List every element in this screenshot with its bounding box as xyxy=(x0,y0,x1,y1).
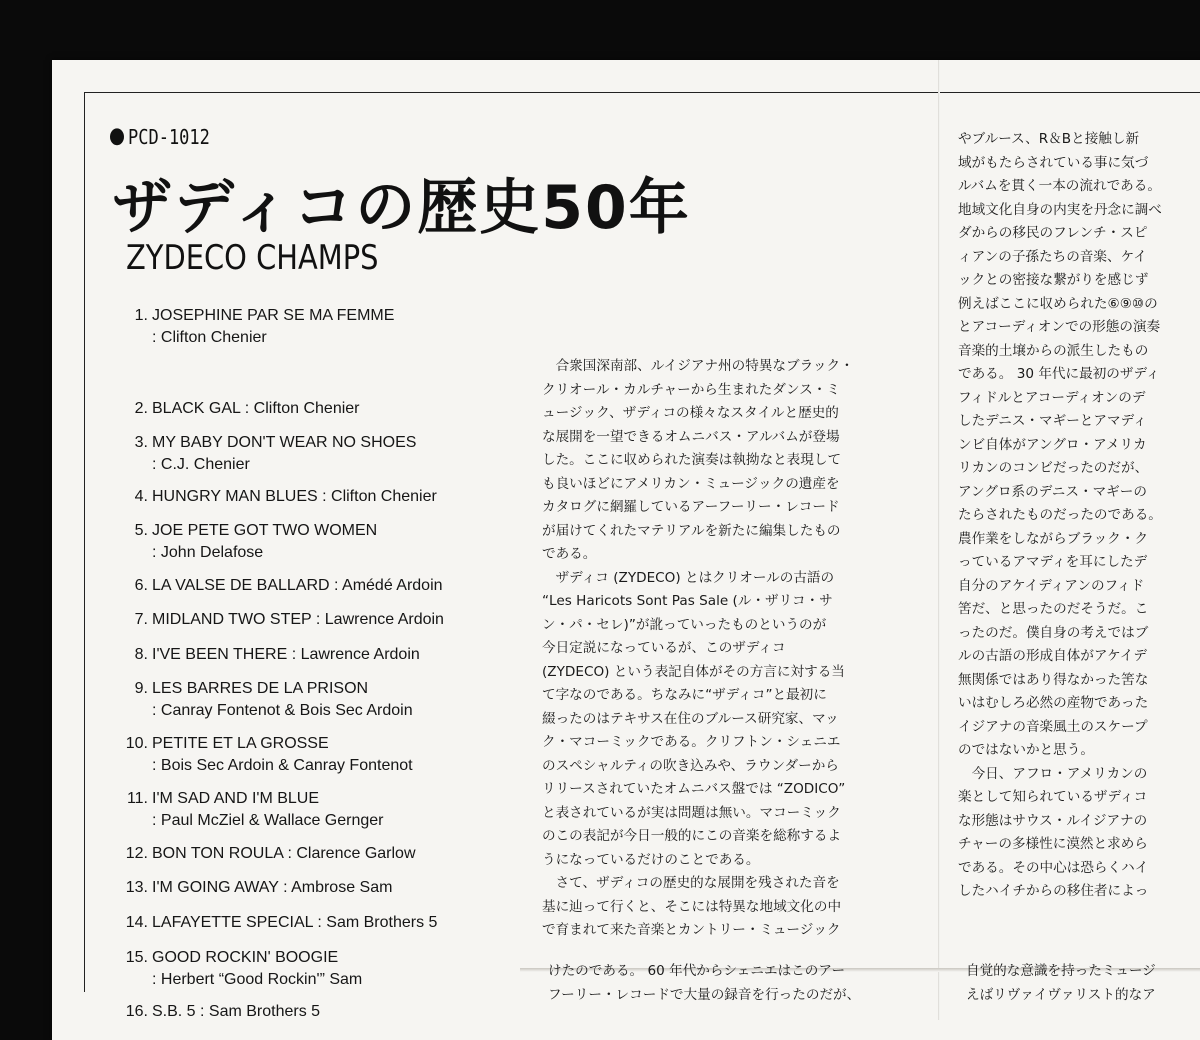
track-artist: : Paul McZiel & Wallace Gernger xyxy=(152,812,384,829)
track-title: I'VE BEEN THERE : Lawrence Ardoin xyxy=(152,646,420,663)
liner-essay-column-1-continued: けたのである。 60 年代からシェニエはこのアー フーリー・レコードで大量の録音を行ったのだが、 xyxy=(548,963,861,1003)
track-item xyxy=(116,305,394,349)
track-item xyxy=(116,486,437,508)
track-number: 6. xyxy=(134,577,148,594)
track-number: 3. xyxy=(134,434,148,451)
track-item xyxy=(116,912,437,934)
track-title: LAFAYETTE SPECIAL : Sam Brothers 5 xyxy=(152,914,438,931)
track-title: PETITE ET LA GROSSE xyxy=(152,735,329,752)
track-number: 10. xyxy=(125,735,148,752)
album-title: ザディコの歴史50年 xyxy=(112,173,691,243)
track-item xyxy=(116,788,383,832)
catalog-number-text: PCD-1012 xyxy=(128,126,210,150)
track-number: 1. xyxy=(134,307,148,324)
track-title: LES BARRES DE LA PRISON xyxy=(152,680,369,697)
track-number: 9. xyxy=(134,680,148,697)
track-title: BON TON ROULA : Clarence Garlow xyxy=(152,845,416,862)
track-artist: : Canray Fontenot & Bois Sec Ardoin xyxy=(152,702,413,719)
track-title: HUNGRY MAN BLUES : Clifton Chenier xyxy=(152,488,437,505)
track-item xyxy=(116,843,416,865)
track-title: MIDLAND TWO STEP : Lawrence Ardoin xyxy=(152,611,444,628)
track-artist: : C.J. Chenier xyxy=(152,456,250,473)
fold-line-vertical xyxy=(938,60,940,1020)
track-title: MY BABY DON'T WEAR NO SHOES xyxy=(152,434,417,451)
track-number: 5. xyxy=(134,522,148,539)
track-title: I'M GOING AWAY : Ambrose Sam xyxy=(152,879,393,896)
track-number: 11. xyxy=(126,790,148,807)
track-item xyxy=(116,644,420,666)
track-item xyxy=(116,520,377,564)
track-title: JOE PETE GOT TWO WOMEN xyxy=(152,522,378,539)
track-item xyxy=(116,877,392,899)
track-artist: : Herbert “Good Rockin'” Sam xyxy=(152,971,363,988)
track-number: 16. xyxy=(125,1003,148,1020)
track-title: LA VALSE DE BALLARD : Amédé Ardoin xyxy=(152,577,443,594)
track-artist: : Bois Sec Ardoin & Canray Fontenot xyxy=(152,757,413,774)
liner-essay-column-2-continued: 自覚的な意識を持ったミュージ えばリヴァイヴァリスト的なア xyxy=(966,963,1156,1003)
track-artist: : Clifton Chenier xyxy=(152,329,267,346)
track-number: 2. xyxy=(134,400,148,417)
track-title: JOSEPHINE PAR SE MA FEMME xyxy=(152,307,395,324)
bullet-icon xyxy=(110,128,124,145)
track-number: 12. xyxy=(125,845,148,862)
track-number: 8. xyxy=(134,646,148,663)
track-item xyxy=(116,609,444,631)
track-item xyxy=(116,678,413,722)
track-number: 4. xyxy=(134,488,148,505)
track-number: 15. xyxy=(125,949,148,966)
liner-essay-column-1: 合衆国深南部、ルイジアナ州の特異なブラック・ クリオール・カルチャーから生まれたダンス・ミ ュージック、ザディコの様々なスタイルと歴史的 な展開を一望できるオムニバス・アルバムが登場 した。ここに収められた演奏は執拗なと表現して も良いほどにアメリカン・ミュージックの遺産を カタログに網羅しているアーフーリー・レコード が届けてくれたマテリアルを新たに編集したもの である。 ザディコ (ZYDECO) とはクリオールの古語の “Les Haricots Sont Pas Sale (ル・ザリコ・サ ン・パ・セレ)”が訛っていったものというのが 今日定説になっているが、このザディコ (ZYDECO) という表記自体がその方言に対する当 て字なのである。ちなみに“ザディコ”と最初に 綴ったのはテキサス在住のブルース研究家、マッ ク・マコーミックである。クリフトン・シェニエ のスペシャルティの吹き込みや、ラウンダーから リリースされていたオムニバス盤では “ZODICO” と表されているが実は問題は無い。マコーミック のこの表記が今日一般的にこの音楽を総称するよ うになっているだけのことである。 さて、ザディコの歴史的な展開を残された音を 基に辿って行くと、そこには特異な地域文化の中 で育まれて来た音楽とカントリー・ミュージック xyxy=(542,358,854,938)
track-title: BLACK GAL : Clifton Chenier xyxy=(152,400,360,417)
track-number: 13. xyxy=(125,879,148,896)
track-title: I'M SAD AND I'M BLUE xyxy=(152,790,320,807)
track-item xyxy=(116,398,360,420)
track-title: GOOD ROCKIN' BOOGIE xyxy=(152,949,339,966)
album-artist: ZYDECO CHAMPS xyxy=(126,238,379,278)
track-item xyxy=(116,432,416,476)
track-item xyxy=(116,575,443,597)
track-item xyxy=(116,947,362,991)
track-number: 14. xyxy=(125,914,148,931)
track-item xyxy=(116,1001,320,1023)
track-number: 7. xyxy=(134,611,148,628)
track-artist: : John Delafose xyxy=(152,544,264,561)
track-title: S.B. 5 : Sam Brothers 5 xyxy=(152,1003,321,1020)
liner-essay-column-2: やブルース、R＆Bと接触し新 域がもたらされている事に気づ ルバムを貫く一本の流れである。 地域文化自身の内実を丹念に調べ ダからの移民のフレンチ・スピ ィアンの子孫たちの音楽、ケイ ックとの密接な繋がりを感じず 例えばここに収められた⑥⑨⑩の とアコーディオンでの形態の演奏 音楽的土壌からの派生したもの である。 30 年代に最初のザディ フィドルとアコーディオンのデ したデニス・マギーとアマディ ンビ自体がアングロ・アメリカ リカンのコンビだったのだが、 アングロ系のデニス・マギーの たらされたものだったのである。 農作業をしながらブラック・ク っているアマディを耳にしたデ 自分のアケイディアンのフィド 筈だ、と思ったのだそうだ。こ ったのだ。僕自身の考えではブ ルの古語の形成自体がアケイデ 無関係ではあり得なかった筈な いはむしろ必然の産物であった イジアナの音楽風土のスケープ のではないかと思う。 今日、アフロ・アメリカンの 楽として知られているザディコ な形態はサウス・ルイジアナの チャーの多様性に漠然と求めら である。その中心は恐らくハイ したハイチからの移住者によっ xyxy=(958,131,1162,899)
track-item xyxy=(116,733,413,777)
catalog-number xyxy=(110,126,210,150)
